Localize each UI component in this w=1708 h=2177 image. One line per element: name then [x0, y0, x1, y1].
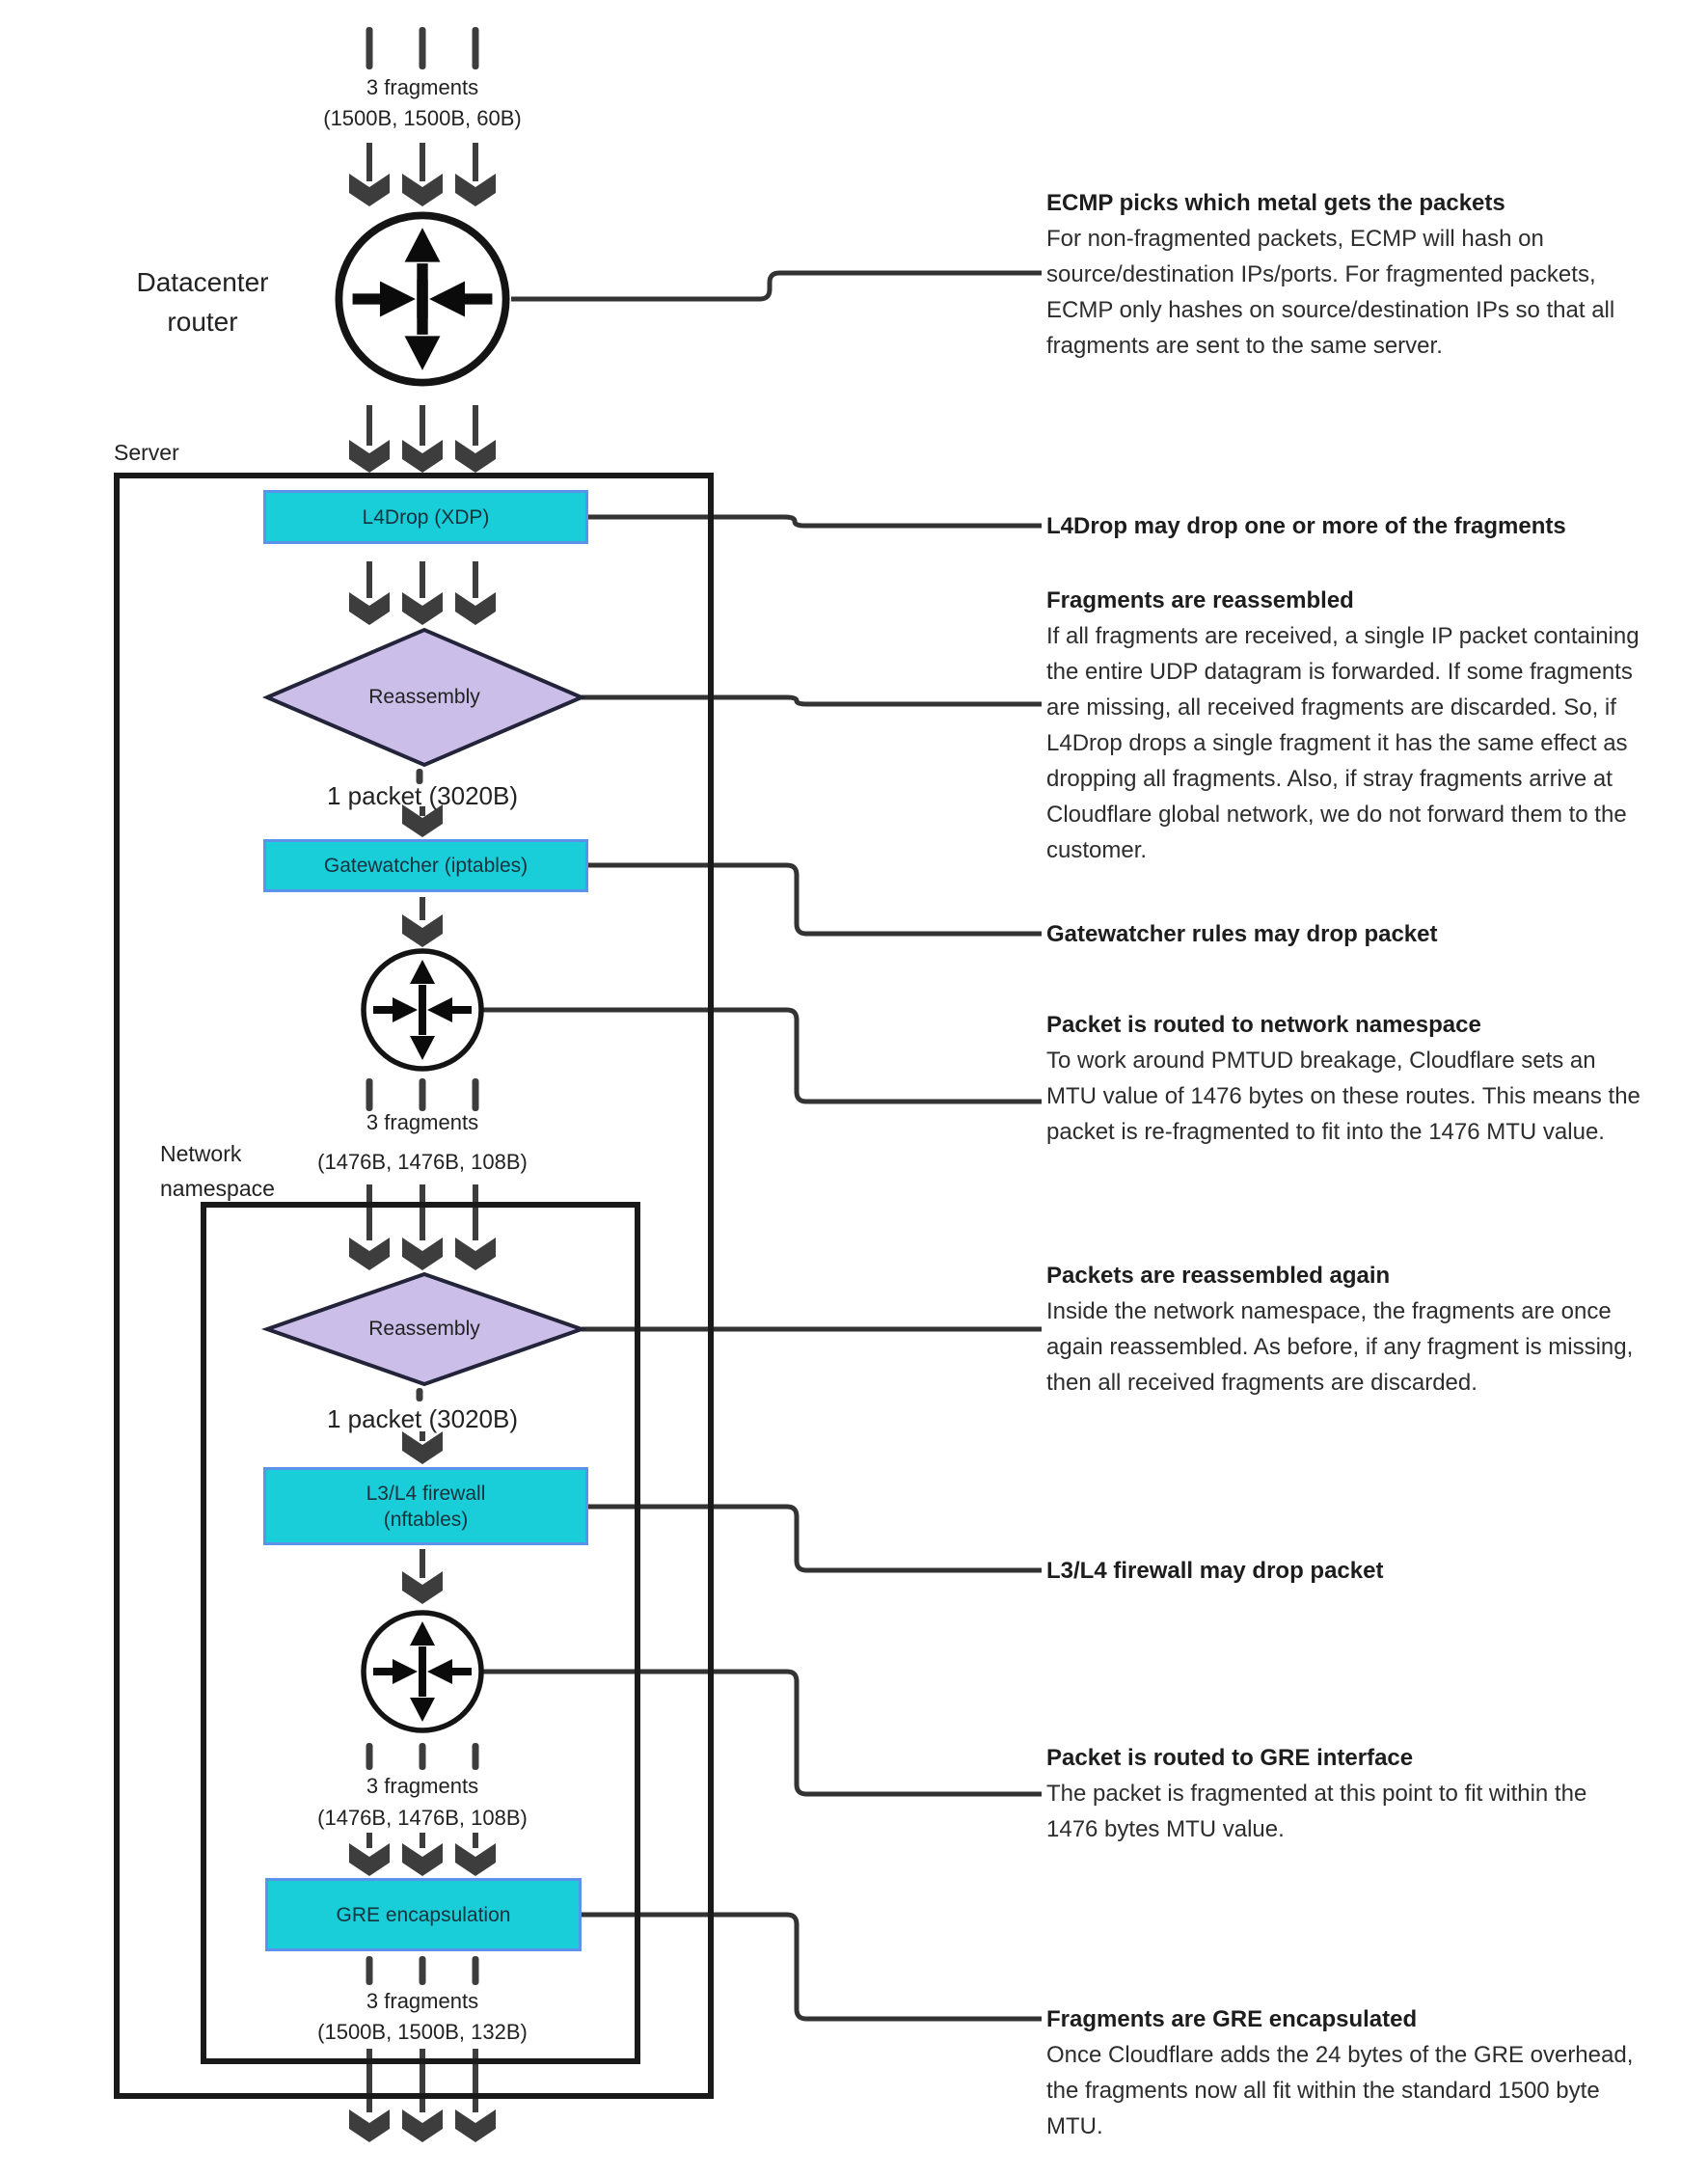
- connector-ecmp: [511, 273, 1042, 299]
- annotation-title: Packets are reassembled again: [1046, 1263, 1391, 1289]
- top-fragments-label: 3 fragments: [366, 75, 479, 99]
- packet-size-label-2: 1 packet (3020B): [326, 1404, 518, 1433]
- annotation-netns: [1046, 1007, 1644, 1150]
- annotation-title: L3/L4 firewall may drop packet: [1046, 1558, 1384, 1584]
- l3l4-firewall-line2: (nftables): [383, 1508, 469, 1531]
- annotation-title: Fragments are reassembled: [1046, 587, 1354, 613]
- annotation-title: Packet is routed to GRE interface: [1046, 1745, 1414, 1771]
- flow-arrow-head: [349, 2109, 390, 2142]
- annotation-l3l4: [1046, 1553, 1644, 1589]
- annotation-gre-interface: [1046, 1740, 1644, 1847]
- bottom-fragments-label: 3 fragments: [366, 1989, 479, 2013]
- flow-arrow-shaft: [473, 405, 478, 446]
- annotation-body: If all fragments are received, a single IP packet containing the entire UDP datagram is forwarded. If some fragments are missing, all received fragments are discarded. So, if L4Drop drops a single fragment it has the same effect as dropping all fragments. Also, if stray fragments arrive at Cloudflare global network, we do not forward them to the customer.: [1046, 623, 1640, 863]
- annotation-title: Packet is routed to network namespace: [1046, 1012, 1481, 1038]
- annotation-body: For non-fragmented packets, ECMP will hash on source/destination IPs/ports. For fragmented packets, ECMP only hashes on source/destination IPs so that all fragments are sent to the same server.: [1046, 226, 1615, 359]
- annotation-body: The packet is fragmented at this point to fit within the 1476 bytes MTU value.: [1046, 1781, 1587, 1842]
- annotation-reassembled-again: [1046, 1258, 1644, 1401]
- fragment-tick: [366, 27, 373, 69]
- annotation-l4drop: [1046, 508, 1644, 544]
- reassembly-label-1: Reassembly: [368, 686, 480, 708]
- l3l4-firewall-box: [263, 1467, 588, 1545]
- datacenter-router-label: Datacenter router: [136, 267, 269, 337]
- l3l4-firewall-line1: L3/L4 firewall: [366, 1482, 486, 1505]
- reassembly-label-2: Reassembly: [368, 1318, 480, 1340]
- annotation-gre-encapsulated: [1046, 2001, 1644, 2144]
- annotation-title: Fragments are GRE encapsulated: [1046, 2006, 1418, 2032]
- flow-arrow-shaft: [420, 143, 425, 181]
- mid-fragments-label: 3 fragments: [366, 1110, 479, 1134]
- l4drop-box: L4Drop (XDP): [263, 490, 588, 544]
- low-fragments-label: 3 fragments: [366, 1774, 479, 1798]
- annotation-title: L4Drop may drop one or more of the fragments: [1046, 513, 1566, 539]
- flow-arrow-head: [455, 2109, 496, 2142]
- low-fragments-sizes: (1476B, 1476B, 108B): [317, 1806, 528, 1830]
- bottom-fragments-sizes: (1500B, 1500B, 132B): [317, 2020, 528, 2044]
- annotation-gatewatcher: [1046, 916, 1644, 952]
- annotation-title: ECMP picks which metal gets the packets: [1046, 190, 1505, 216]
- annotation-body: Inside the network namespace, the fragments are once again reassembled. As before, if any fragment is missing, then all received fragments are discarded.: [1046, 1298, 1634, 1396]
- gatewatcher-box: Gatewatcher (iptables): [263, 839, 588, 892]
- fragment-tick: [420, 27, 426, 69]
- network-namespace-label: Network namespace: [160, 1141, 275, 1201]
- gre-encapsulation-box: GRE encapsulation: [265, 1878, 582, 1951]
- annotation-body: To work around PMTUD breakage, Cloudflare sets an MTU value of 1476 bytes on these routes. This means the packet is re-fragmented to fit into the 1476 MTU value.: [1046, 1048, 1640, 1145]
- annotation-title: Gatewatcher rules may drop packet: [1046, 921, 1438, 947]
- fragment-tick: [473, 27, 479, 69]
- mid-fragments-sizes: (1476B, 1476B, 108B): [317, 1150, 528, 1174]
- server-label: Server: [114, 440, 179, 465]
- flow-arrow-shaft: [473, 143, 478, 181]
- flow-arrow-shaft: [366, 405, 372, 446]
- flow-arrow-shaft: [420, 405, 425, 446]
- annotation-reassembled: [1046, 583, 1644, 868]
- datacenter-router-icon: [339, 215, 505, 382]
- annotation-body: Once Cloudflare adds the 24 bytes of the GRE overhead, the fragments now all fit within the standard 1500 byte MTU.: [1046, 2042, 1634, 2139]
- packet-size-label-1: 1 packet (3020B): [326, 781, 518, 810]
- annotation-ecmp: [1046, 185, 1644, 364]
- top-fragments-sizes: (1500B, 1500B, 60B): [323, 106, 522, 130]
- flow-arrow-shaft: [366, 143, 372, 181]
- flow-arrow-head: [402, 2109, 443, 2142]
